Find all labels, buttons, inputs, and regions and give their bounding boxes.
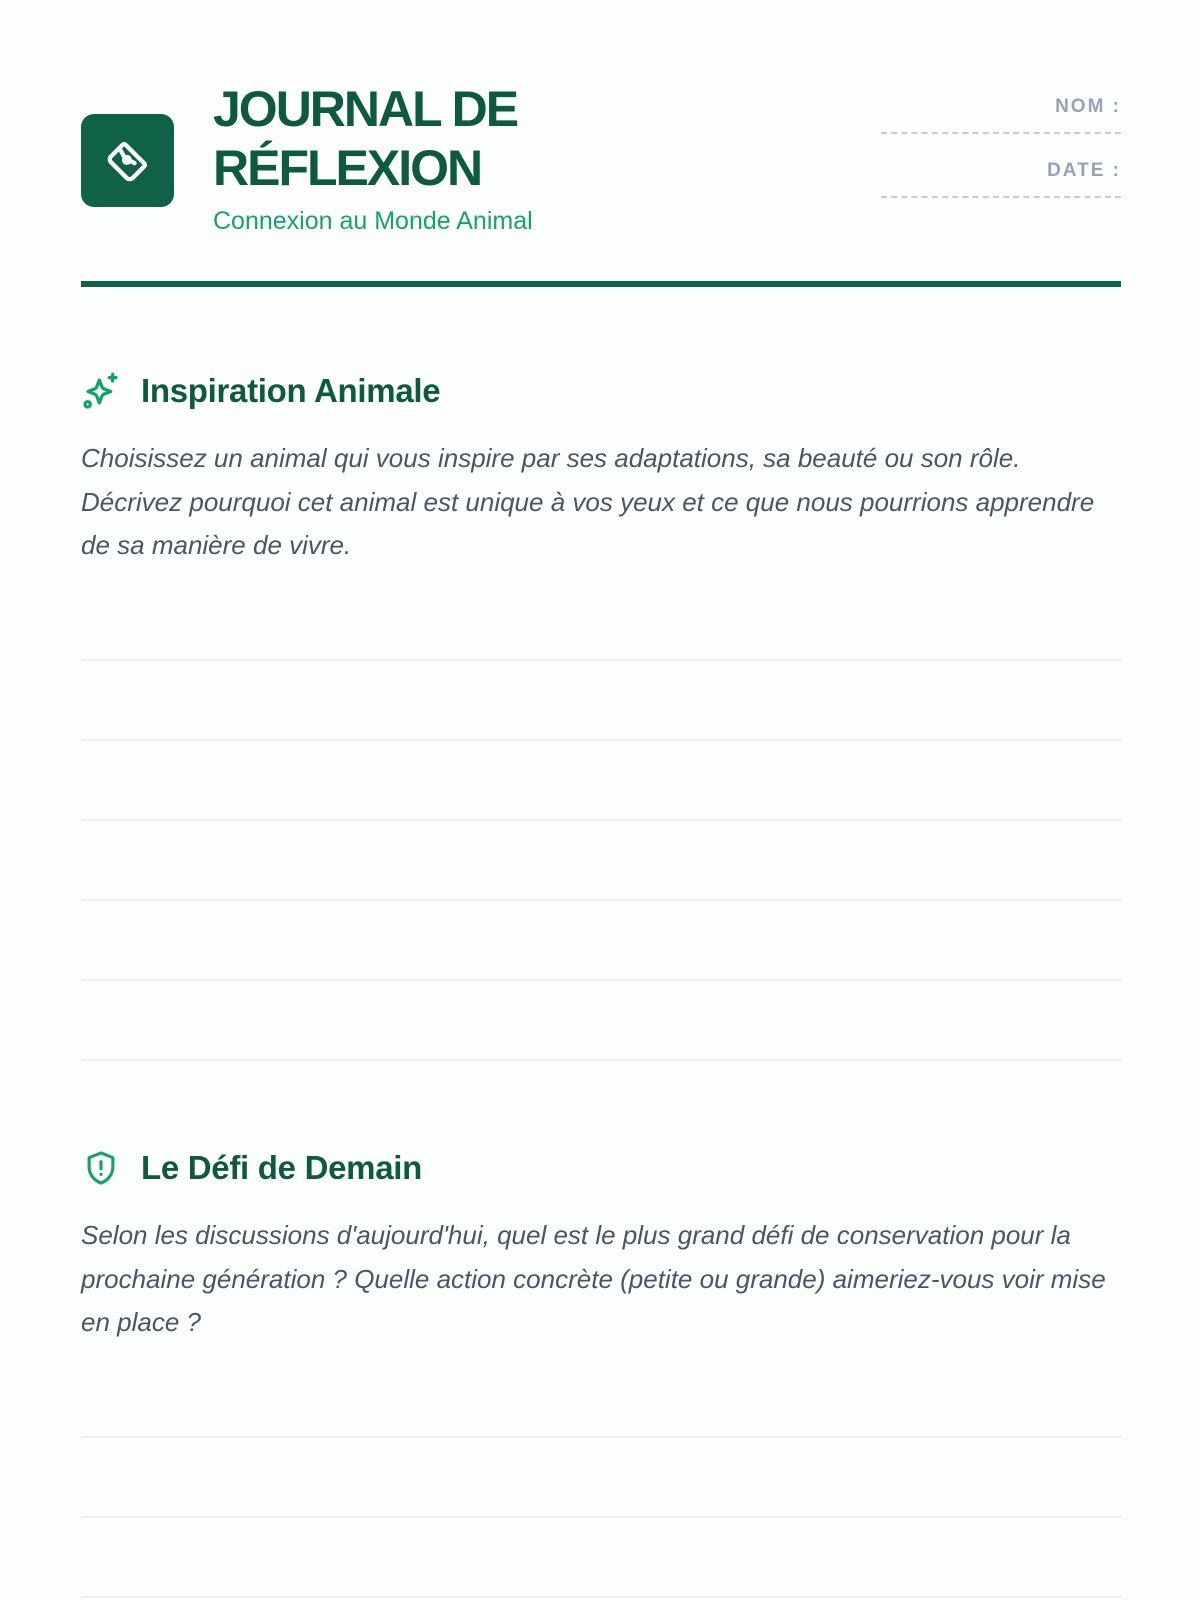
sparkles-icon: [81, 371, 121, 411]
section-defi: [81, 1146, 1121, 1345]
journal-page: [81, 0, 1121, 1600]
page-title: JOURNAL DE RÉFLEXION: [213, 81, 518, 196]
date-write-line[interactable]: [881, 196, 1121, 198]
logo-badge: [81, 114, 174, 207]
writing-line: [81, 1436, 1121, 1438]
section-prompt: Choisissez un animal qui vous inspire par ses adaptations, sa beauté ou son rôle. Décrivez pourquoi cet animal est unique à vos yeux et ce que nous pourrions apprendre de sa manière de vivre.: [81, 443, 1095, 560]
title-block: [213, 80, 773, 236]
shield-alert-icon: [81, 1148, 121, 1188]
section-heading: [81, 1146, 1121, 1190]
section-title: Le Défi de Demain: [141, 1149, 422, 1186]
writing-line: [81, 819, 1121, 821]
section-title: Inspiration Animale: [141, 372, 441, 409]
page-subtitle: Connexion au Monde Animal: [213, 207, 533, 235]
section-inspiration: [81, 369, 1121, 568]
writing-line: [81, 1516, 1121, 1518]
name-label: NOM :: [1055, 96, 1121, 117]
journal-header: [81, 80, 1121, 240]
writing-line: [81, 899, 1121, 901]
name-write-line[interactable]: [881, 132, 1121, 134]
section-prompt: Selon les discussions d'aujourd'hui, quel est le plus grand défi de conservation pour la prochaine génération ? Quelle action concrète (petite ou grande) aimeriez-vous voir mise en place ?: [81, 1220, 1106, 1337]
section-heading: [81, 369, 1121, 413]
date-row: [876, 160, 1121, 224]
student-info: [876, 96, 1121, 224]
writing-line: [81, 659, 1121, 661]
header-divider: [81, 281, 1121, 287]
name-row: [876, 96, 1121, 160]
writing-line: [81, 1059, 1121, 1061]
writing-line: [81, 1596, 1121, 1598]
date-label: DATE :: [1047, 160, 1121, 181]
writing-line: [81, 979, 1121, 981]
writing-line: [81, 739, 1121, 741]
pen-nib-icon: [102, 135, 154, 187]
